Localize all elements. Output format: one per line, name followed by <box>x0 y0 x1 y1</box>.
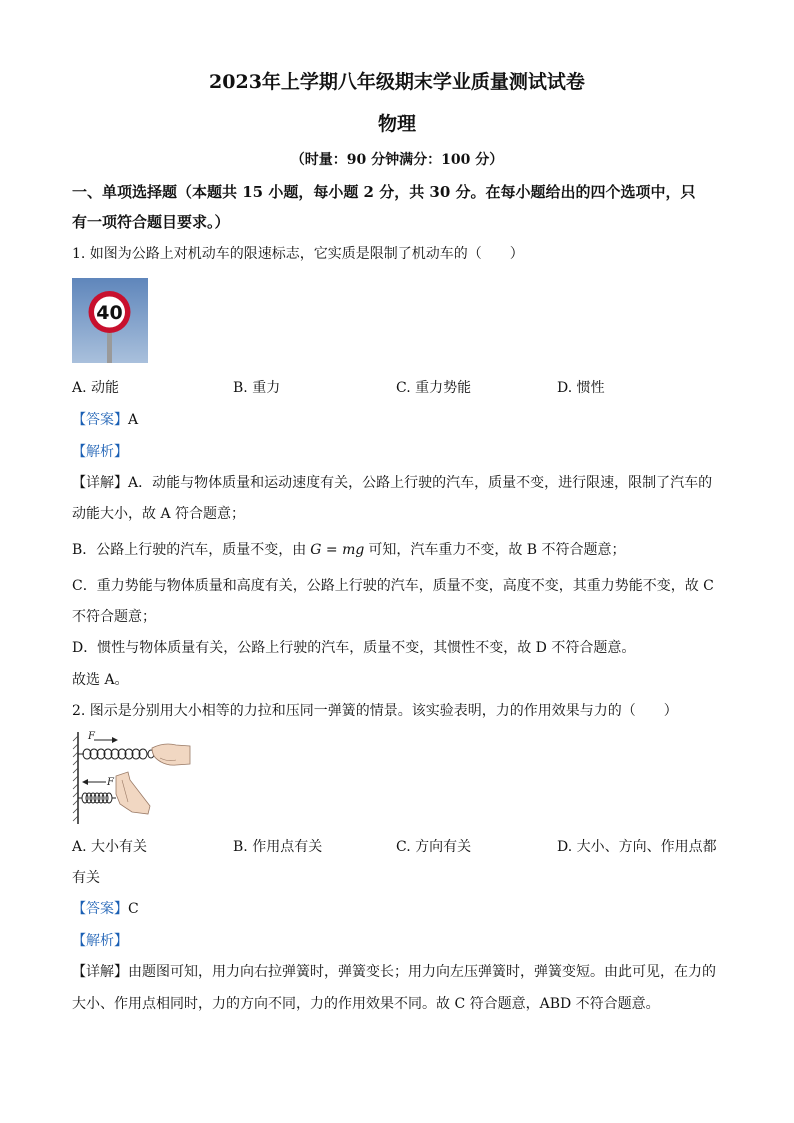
q2-option-d-wrap: 有关 <box>72 870 100 886</box>
q1-detail-a-line2: 动能大小，故 A 符合题意； <box>72 506 246 522</box>
q2-analysis-tag: 【解析】 <box>72 933 128 949</box>
speed-limit-sign-image <box>72 278 148 363</box>
q2-detail-line1 <box>72 962 716 982</box>
q1-option-d: D. 惯性 <box>557 380 605 396</box>
q1-detail-b-pre: B．公路上行驶的汽车，质量不变，由 <box>72 542 307 558</box>
q2-answer-tag: 【答案】 <box>72 901 128 917</box>
q1-detail-c-line2: 不符合题意； <box>72 609 156 625</box>
q1-analysis-tag: 【解析】 <box>72 444 128 460</box>
q1-detail-c-line1: C．重力势能与物体质量和高度有关，公路上行驶的汽车，质量不变，高度不变，其重力势能不变，故 C <box>72 578 714 594</box>
q2-option-b: B. 作用点有关 <box>233 839 323 855</box>
q1-detail-b-post: 可知，汽车重力不变，故 B 不符合题意； <box>368 542 626 558</box>
q1-detail-d: D．惯性与物体质量有关，公路上行驶的汽车，质量不变，其惯性不变，故 D 不符合题意。 <box>72 640 636 656</box>
section-heading-line1: 一、单项选择题（本题共 15 小题，每小题 2 分，共 30 分。在每小题给出的四个选项中，只 <box>72 183 696 201</box>
speed-limit-sign-icon <box>72 278 148 363</box>
q1-option-b: B. 重力 <box>233 380 281 396</box>
q2-answer-value: C <box>128 901 139 917</box>
subject-title: 物理 <box>377 113 416 135</box>
q1-conclusion: 故选 A。 <box>72 672 129 688</box>
force-label-bottom: F <box>107 777 114 788</box>
sign-speed-text: 40 <box>96 302 123 324</box>
q2-detail-line2: 大小、作用点相同时，力的方向不同，力的作用效果不同。故 C 符合题意，ABD 不符合题意。 <box>72 996 660 1012</box>
q1-detail-a-line1 <box>72 473 712 493</box>
q2-option-a: A. 大小有关 <box>72 839 148 855</box>
q1-detail-tag: 【详解】 <box>72 475 128 491</box>
q1-answer-tag: 【答案】 <box>72 412 128 428</box>
exam-meta: （时量：90 分钟满分：100 分） <box>290 152 504 168</box>
q2-answer <box>72 899 139 919</box>
q2-stem: 2. 图示是分别用大小相等的力拉和压同一弹簧的情景。该实验表明，力的作用效果与力的（ ） <box>72 703 678 719</box>
q1-detail-a-text: A．动能与物体质量和运动速度有关，公路上行驶的汽车，质量不变，进行限速，限制了汽车的 <box>128 475 713 491</box>
q2-option-c: C. 方向有关 <box>396 839 472 855</box>
force-label-top: F <box>88 731 95 742</box>
q1-answer <box>72 410 138 430</box>
q1-formula: G = mg <box>310 542 365 558</box>
q1-option-a: A. 动能 <box>72 380 120 396</box>
spring-diagram-icon <box>72 728 192 826</box>
q2-detail-text: 由题图可知，用力向右拉弹簧时，弹簧变长；用力向左压弹簧时，弹簧变短。由此可见，在力的 <box>128 964 716 980</box>
q2-detail-tag: 【详解】 <box>72 964 128 980</box>
exam-title: 2023年上学期八年级期末学业质量测试试卷 <box>209 71 585 93</box>
q1-option-c: C. 重力势能 <box>396 380 472 396</box>
q1-detail-b <box>72 540 626 560</box>
q1-answer-value: A <box>128 412 139 428</box>
spring-experiment-image <box>72 728 192 826</box>
q1-stem: 1. 如图为公路上对机动车的限速标志，它实质是限制了机动车的（ ） <box>72 246 524 262</box>
section-heading-line2: 有一项符合题目要求。） <box>72 213 230 231</box>
q2-option-d: D. 大小、方向、作用点都 <box>557 839 717 855</box>
